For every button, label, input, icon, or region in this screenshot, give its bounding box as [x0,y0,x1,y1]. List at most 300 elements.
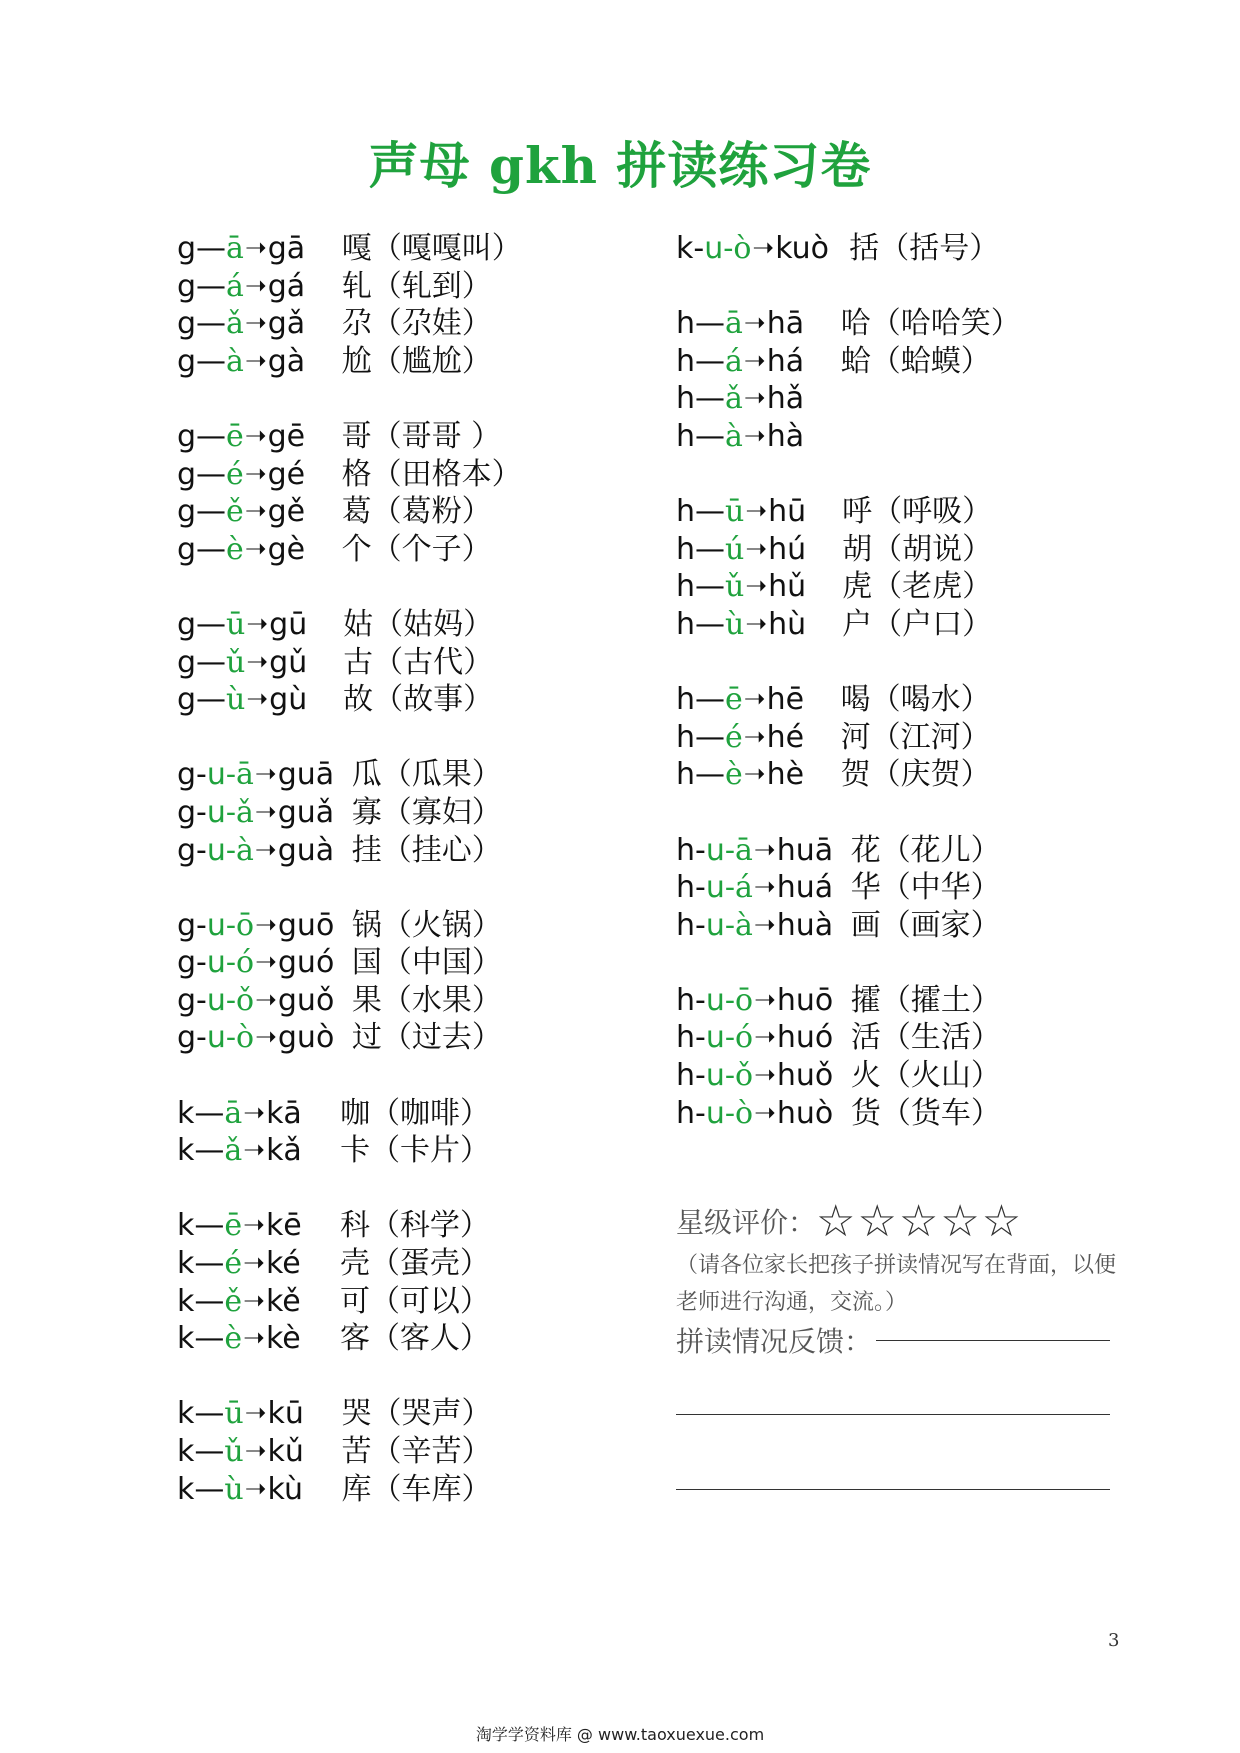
arrow-icon: ➝ [745,608,768,639]
example-word: （车库） [371,1471,492,1507]
example-word: （辛苦） [371,1434,492,1469]
separator: — [695,306,726,342]
syllable: hù [768,606,807,642]
separator: - [196,794,207,830]
feedback-line-3[interactable] [676,1489,1110,1490]
initial: k [676,231,694,266]
arrow-icon: ➝ [743,759,766,790]
arrow-icon: ➝ [745,496,768,527]
arrow-icon: ➝ [244,233,267,263]
example-word: （卡片） [370,1133,491,1169]
character: 客 [339,1321,370,1357]
separator: - [695,870,706,906]
vowel: -ā [724,832,753,868]
initial: h [676,1020,696,1056]
initial: g [177,1020,197,1056]
initial: h [676,832,696,868]
example-word: （喝水） [870,682,991,718]
character: 科 [339,1208,370,1244]
vowel: à [725,418,743,454]
separator: - [695,832,706,868]
arrow-icon: ➝ [244,1473,267,1504]
example-word: （哭声） [371,1396,492,1432]
pinyin-row [177,305,522,343]
arrow-icon: ➝ [254,759,277,790]
pinyin-row [177,907,522,945]
separator: — [695,381,726,417]
pinyin-row [177,606,522,644]
arrow-icon: ➝ [243,1097,266,1128]
pinyin-row [676,606,1021,644]
vowel: è [224,1321,243,1357]
arrow-icon: ➝ [243,1135,266,1166]
pinyin-row [177,1320,522,1358]
initial: k [177,1321,195,1357]
vowel: ū [725,494,745,530]
character: 括 [849,231,880,266]
vowel: -ǒ [225,982,255,1018]
medial: u [705,870,725,906]
example-word: （庆贺） [870,757,991,793]
syllable: kǔ [267,1434,304,1469]
syllable: kē [265,1208,302,1244]
character: 过 [351,1020,382,1056]
syllable: hū [768,494,807,530]
pinyin-row [676,230,1021,268]
separator: — [194,1321,225,1357]
example-word: （轧到） [371,268,492,304]
arrow-icon: ➝ [743,345,766,376]
separator: — [196,456,227,492]
character: 哥 [341,418,372,454]
character: 胡 [842,531,873,567]
vowel: -ō [225,907,255,943]
character: 画 [850,907,881,943]
syllable: gù [269,682,308,718]
initial: k [177,1471,195,1507]
star-rating [676,1196,1023,1247]
example-word: （古代） [373,644,494,680]
syllable: gě [267,494,306,530]
pinyin-row [676,343,1021,381]
separator: — [194,1208,225,1244]
syllable: kā [266,1095,302,1131]
row-spacer [177,568,522,606]
vowel: á [725,343,743,379]
arrow-icon: ➝ [745,571,768,602]
separator: — [194,1434,225,1469]
vowel: -ā [225,757,254,793]
example-word: （科学） [369,1208,490,1244]
arrow-icon: ➝ [255,1022,277,1053]
character: 国 [351,945,382,981]
vowel: ǎ [226,306,244,342]
initial: h [676,306,696,342]
syllable: guō [277,907,335,943]
pinyin-row [177,832,522,870]
vowel: ǔ [725,569,745,605]
example-word: （中华） [880,870,1001,906]
rating-label: 星级评价： [676,1206,817,1239]
vowel: ù [725,606,745,642]
pinyin-row [177,944,522,982]
example-word: （画家） [880,907,1001,943]
separator: - [695,1020,706,1056]
separator: — [196,644,227,680]
arrow-icon: ➝ [753,909,776,940]
example-word: （过去） [381,1020,502,1056]
syllable: hé [766,719,805,755]
separator: - [196,982,207,1018]
syllable: kū [267,1396,304,1432]
separator: - [196,907,207,943]
initial: h [676,907,696,943]
arrow-icon: ➝ [246,684,269,715]
right-column [676,230,1021,1132]
initial: g [177,456,197,492]
feedback-line-2[interactable] [676,1414,1110,1415]
pinyin-row [177,493,522,531]
pinyin-row [177,343,522,381]
character: 瓜 [351,757,382,793]
example-word: （田格本） [371,456,522,492]
character: 华 [850,870,881,906]
parent-note: （请各位家长把孩子拼读情况写在背面，以便老师进行沟通，交流。） [676,1253,1117,1315]
pinyin-row [676,305,1021,343]
syllable: há [766,343,805,379]
initial: k [177,1396,195,1432]
example-word: （哥哥 ） [371,418,502,454]
vowel: ú [725,531,745,567]
pinyin-row [177,644,522,682]
initial: g [177,418,197,454]
pinyin-row [676,869,1021,907]
initial: g [177,794,197,830]
initial: k [177,1095,195,1131]
separator: — [695,343,726,379]
character: 喝 [840,682,871,718]
arrow-icon: ➝ [753,834,776,865]
pinyin-row [177,1132,522,1170]
initial: g [177,306,197,342]
separator: — [695,494,726,530]
syllable: hà [766,418,805,454]
arrow-icon: ➝ [754,1060,776,1091]
initial: h [676,569,696,605]
example-word: （胡说） [872,531,993,567]
pinyin-row [177,681,522,719]
separator: — [695,757,726,793]
medial: u [206,757,226,793]
example-word: （蛋壳） [369,1246,490,1282]
medial: u [206,794,226,830]
character: 壳 [339,1246,370,1282]
character: 苦 [341,1434,372,1469]
initial: k [177,1283,195,1319]
arrow-icon: ➝ [743,684,766,715]
vowel: -ò [724,1095,754,1131]
vowel: à [226,343,244,379]
initial: h [676,1095,696,1131]
syllable: huǒ [776,1058,834,1094]
star-icons[interactable]: ☆☆☆☆☆ [816,1196,1024,1247]
initial: g [177,682,197,718]
vowel: ē [226,418,244,454]
pinyin-row [676,418,1021,456]
pinyin-row [177,418,522,456]
syllable: gē [267,418,306,454]
initial: k [177,1133,195,1169]
initial: g [177,231,197,266]
vowel: -á [724,870,753,906]
medial: u [704,231,724,266]
initial: h [676,531,696,567]
pinyin-row [676,756,1021,794]
feedback-label: 拼读情况反馈： [676,1325,873,1358]
syllable: guò [277,1020,335,1056]
character: 卡 [340,1133,371,1169]
arrow-icon: ➝ [244,345,267,376]
syllable: gā [267,231,306,266]
vowel: -ò [225,1020,255,1056]
example-word: （个子） [371,531,492,567]
syllable: huá [776,870,834,906]
syllable: hē [766,682,805,718]
vowel: ǎ [224,1133,243,1169]
character: 户 [842,606,873,642]
syllable: kuò [775,231,830,266]
initial: g [177,907,197,943]
arrow-icon: ➝ [255,909,277,940]
character: 可 [339,1283,370,1319]
example-word: （葛粉） [371,494,492,530]
vowel: è [725,757,743,793]
arrow-icon: ➝ [244,496,267,527]
character: 故 [343,682,374,718]
syllable: hè [766,757,805,793]
initial: k [177,1208,195,1244]
example-word: （挂心） [381,832,502,868]
arrow-icon: ➝ [754,1022,776,1053]
syllable: huò [776,1095,834,1131]
pinyin-row [177,1395,522,1433]
syllable: hā [766,306,805,342]
pinyin-row [676,380,1021,418]
example-word: （客人） [369,1321,490,1357]
arrow-icon: ➝ [243,1285,265,1316]
syllable: gè [267,531,306,567]
initial: h [676,870,696,906]
initial: g [177,832,197,868]
example-word: （攉土） [880,982,1001,1018]
character: 葛 [341,494,372,530]
example-word: （江河） [870,719,991,755]
separator: — [194,1095,225,1131]
initial: h [676,606,696,642]
character: 尕 [341,306,372,342]
row-spacer [676,794,1021,832]
vowel: ā [226,231,244,266]
vowel: è [226,531,244,567]
arrow-icon: ➝ [243,1323,265,1354]
initial: h [676,418,696,454]
medial: u [705,982,725,1018]
syllable: guó [277,945,335,981]
vowel: -à [225,832,254,868]
arrow-icon: ➝ [246,608,269,639]
arrow-icon: ➝ [743,420,766,451]
arrow-icon: ➝ [753,872,776,903]
separator: — [194,1471,225,1507]
initial: h [676,343,696,379]
initial: h [676,719,696,755]
pinyin-row [676,832,1021,870]
syllable: kè [265,1321,301,1357]
example-word: （水果） [381,982,502,1018]
pinyin-row [177,531,522,569]
pinyin-row [177,1433,522,1471]
vowel: -ō [724,982,754,1018]
row-spacer [177,1170,522,1208]
separator: — [695,418,726,454]
character: 哭 [341,1396,372,1432]
footer-watermark: 淘学学资料库 @ www.taoxuexue.com [475,1725,765,1744]
arrow-icon: ➝ [244,270,267,301]
arrow-icon: ➝ [254,834,277,865]
row-spacer [177,719,522,757]
vowel: ē [725,682,743,718]
example-word: （货车） [880,1095,1001,1131]
syllable: kǎ [266,1133,302,1169]
separator: — [196,682,227,718]
separator: — [196,343,227,379]
syllable: huó [776,1020,834,1056]
syllable: kù [267,1471,303,1507]
separator: — [194,1396,225,1432]
syllable: gǎ [267,306,306,342]
character: 锅 [351,907,382,943]
initial: h [676,982,696,1018]
syllable: guā [277,757,335,793]
separator: — [194,1133,225,1169]
feedback-line-1[interactable] [876,1340,1110,1341]
example-word: （蛤蟆） [870,343,991,379]
example-word: （哈哈笑） [870,306,1021,342]
example-word: （咖啡） [370,1095,491,1131]
arrow-icon: ➝ [754,984,776,1015]
row-spacer [676,456,1021,494]
initial: h [676,494,696,530]
arrow-icon: ➝ [244,458,267,489]
row-spacer [177,380,522,418]
vowel: -ò [723,231,752,266]
character: 贺 [840,757,871,793]
syllable: guǒ [277,982,335,1018]
example-word: （中国） [381,945,502,981]
character: 姑 [343,606,374,642]
character: 尬 [341,343,372,379]
medial: u [206,945,226,981]
syllable: huà [776,907,834,943]
medial: u [206,832,226,868]
initial: h [676,757,696,793]
arrow-icon: ➝ [743,383,766,414]
pinyin-row [676,1019,1021,1057]
vowel: ě [226,494,244,530]
character: 呼 [842,494,873,530]
example-word: （花儿） [880,832,1001,868]
vowel: ù [226,682,246,718]
vowel: ǔ [226,644,246,680]
page-number: 3 [1108,1630,1120,1651]
pinyin-row [676,719,1021,757]
example-word: （尴尬） [371,343,492,379]
example-word: （生活） [880,1020,1001,1056]
medial: u [206,982,226,1018]
example-word: （括号） [879,231,1000,266]
vowel: -ó [225,945,255,981]
syllable: gé [267,456,306,492]
initial: g [177,494,197,530]
initial: g [177,982,197,1018]
example-word: （瓜果） [381,757,502,793]
example-word: （故事） [373,682,494,718]
separator: — [695,569,726,605]
vowel: -ǎ [225,794,254,830]
vowel: -ó [724,1020,754,1056]
arrow-icon: ➝ [244,1436,267,1466]
character: 格 [341,456,372,492]
character: 挂 [351,832,382,868]
medial: u [206,907,226,943]
pinyin-row [177,1207,522,1245]
initial: g [177,531,197,567]
pinyin-row [676,568,1021,606]
vowel: ē [224,1208,243,1244]
separator: — [194,1283,225,1319]
separator: - [196,1020,207,1056]
vowel: ā [725,306,743,342]
separator: — [196,531,227,567]
initial: g [177,343,197,379]
separator: — [196,268,227,304]
pinyin-row [177,756,522,794]
pinyin-row [177,1245,522,1283]
example-word: （火山） [880,1058,1001,1094]
character: 蛤 [840,343,871,379]
pinyin-row [177,1019,522,1057]
character: 寡 [351,794,382,830]
medial: u [705,1020,725,1056]
medial: u [705,832,725,868]
arrow-icon: ➝ [244,1398,267,1429]
character: 古 [343,644,374,680]
syllable: gá [267,268,306,304]
initial: g [177,945,197,981]
row-spacer [676,644,1021,682]
syllable: huō [776,982,834,1018]
vowel: ě [224,1283,243,1319]
arrow-icon: ➝ [243,1248,265,1279]
character: 河 [840,719,871,755]
arrow-icon: ➝ [243,1210,265,1241]
row-spacer [177,869,522,907]
separator: - [196,945,207,981]
arrow-icon: ➝ [254,796,277,827]
separator: — [695,719,726,755]
arrow-icon: ➝ [246,646,269,677]
separator: — [695,682,726,718]
